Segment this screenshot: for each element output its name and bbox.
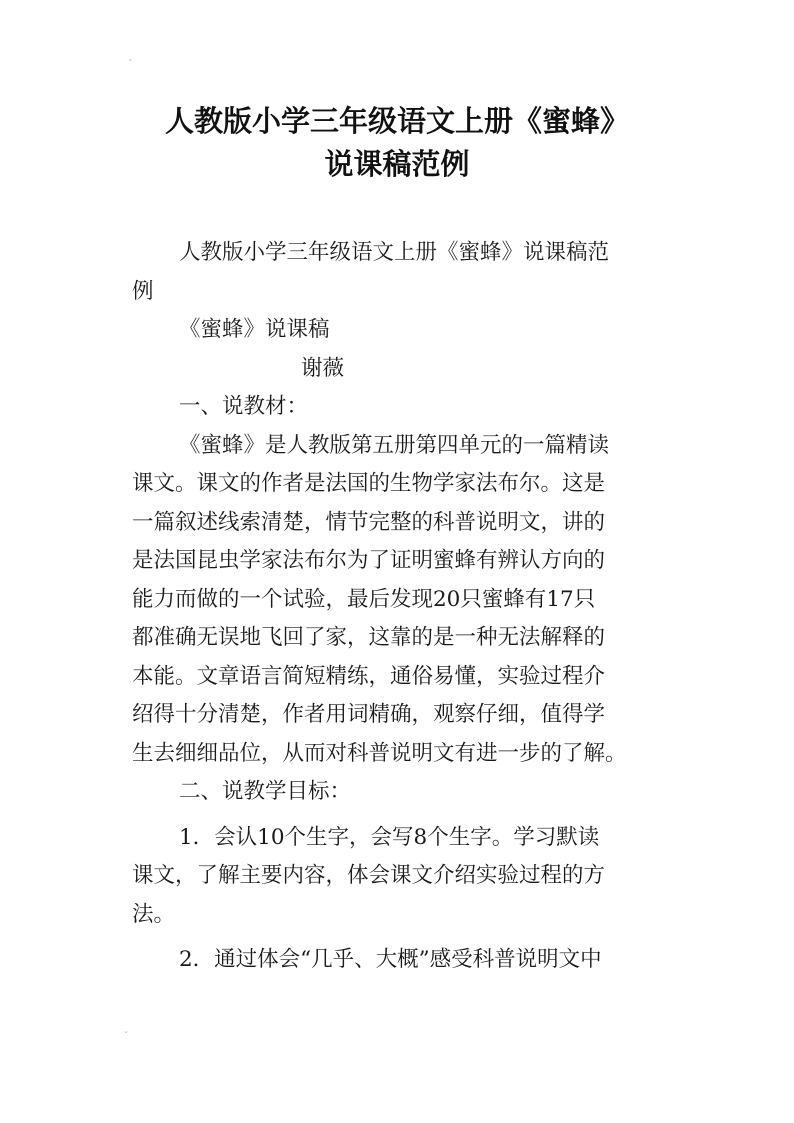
intro-line: 例: [132, 278, 154, 304]
paragraph-line: 一篇叙述线索清楚，情节完整的科普说明文，讲的: [132, 509, 606, 535]
title-line-2: 说课稿范例: [324, 147, 470, 181]
goal-line: 1．会认10个生字，会写8个生字。学习默读: [179, 824, 600, 850]
section-heading: 一、说教材：: [179, 394, 309, 419]
goal-line: 2．通过体会“几乎、大概”感受科普说明文中: [179, 947, 602, 972]
paragraph-line: 课文。课文的作者是法国的生物学家法布尔。这是: [132, 471, 606, 496]
intro-line: 人教版小学三年级语文上册《蜜蜂》说课稿范: [179, 240, 610, 265]
document-body: [132, 234, 672, 980]
goal-line: 法。: [132, 901, 176, 927]
paragraph-line: 能力而做的一个试验，最后发现20只蜜蜂有17只: [132, 586, 596, 612]
paragraph-line: 是法国昆虫学家法布尔为了证明蜜蜂有辨认方向的: [132, 548, 606, 573]
paragraph-line: 本能。文章语言简短精练，通俗易懂，实验过程介: [132, 663, 606, 689]
lesson-subtitle: 《蜜蜂》说课稿: [179, 317, 330, 342]
paragraph-line: 都准确无误地飞回了家，这靠的是一种无法解释的: [132, 625, 606, 650]
document-title: [100, 100, 694, 186]
corner-mark: ˇ: [128, 60, 133, 70]
paragraph-line: 绍得十分清楚，作者用词精确，观察仔细，值得学: [132, 702, 606, 727]
paragraph-line: 《蜜蜂》是人教版第五册第四单元的一篇精读: [179, 432, 610, 458]
paragraph-line: 生去细细品位，从而对科普说明文有进一步的了解。: [132, 740, 627, 766]
corner-mark: ˇ: [124, 1032, 129, 1042]
title-line-1: 人教版小学三年级语文上册《蜜蜂》: [164, 104, 629, 138]
section-heading: 二、说教学目标：: [179, 779, 352, 804]
author-name: 谢薇: [301, 355, 345, 381]
goal-line: 课文，了解主要内容，体会课文介绍实验过程的方: [132, 863, 606, 888]
